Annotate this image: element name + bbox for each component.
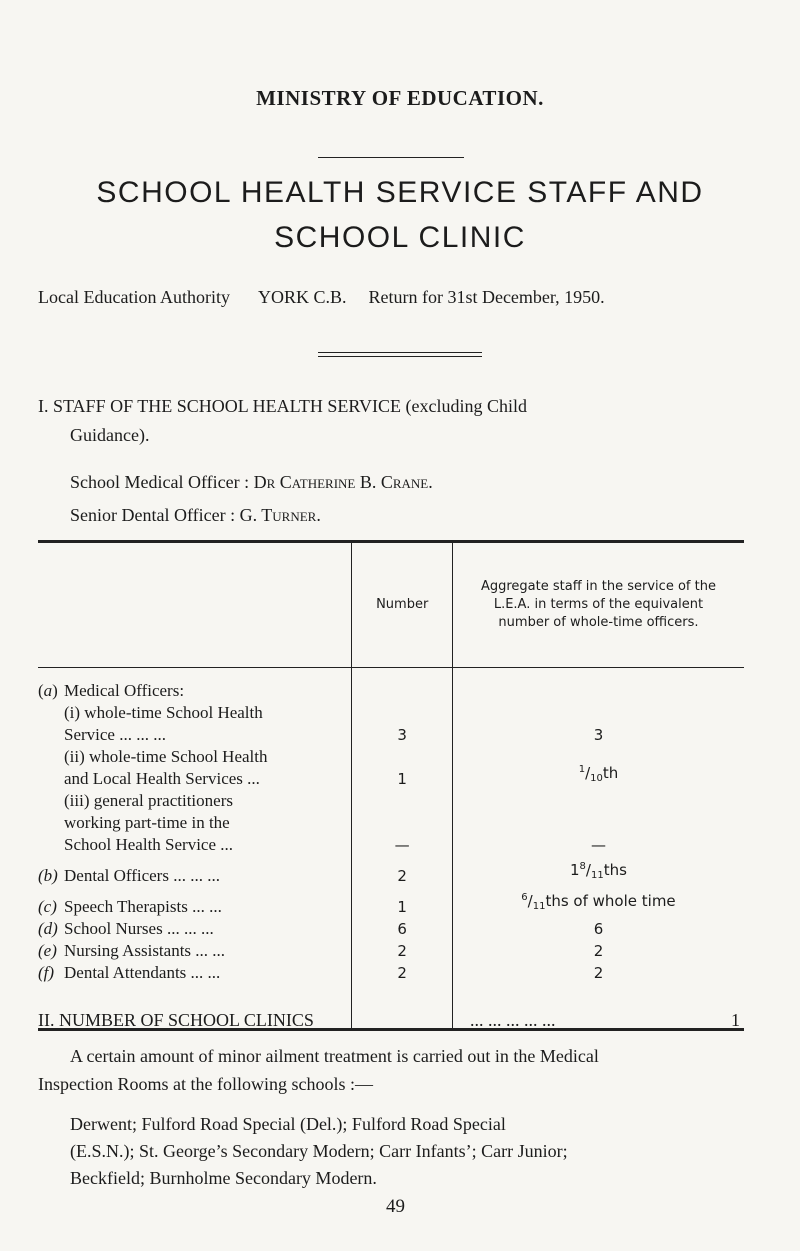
row-number: 2 (352, 940, 453, 962)
page-title-line1: SCHOOL HEALTH SERVICE STAFF AND (96, 176, 704, 209)
page-number: 49 (386, 1196, 405, 1217)
row-aggregate: 2 (452, 962, 744, 1030)
table-row (38, 668, 744, 703)
row-label: School Nurses ... ... ... (64, 919, 214, 938)
double-rule-bottom (318, 356, 482, 357)
row-aggregate: 6 (452, 918, 744, 940)
double-rule-top (318, 352, 482, 353)
para1-line2: Inspection Rooms at the following schools :— (38, 1074, 373, 1094)
row-number: 1 (352, 887, 453, 918)
sub3-aggregate: — (452, 790, 744, 856)
para2-line1: Derwent; Fulford Road Special (Del.); Fulford Road Special (70, 1114, 506, 1134)
table-row: (b) Dental Officers ... ... ... 2 $1^8/_{11}ths$ (38, 856, 744, 887)
header-blank (38, 542, 352, 668)
row-number: 6 (352, 918, 453, 940)
section1-heading-cont: Guidance). (70, 425, 150, 445)
row-aggregate: $1^8/_{11}ths$ (452, 856, 744, 887)
authority-line (38, 287, 778, 308)
sub2-number: 1 (352, 746, 453, 790)
table-row: (c) Speech Therapists ... ... 1 $^6/_{11}ths$ of whole time (38, 887, 744, 918)
page-title-line2: SCHOOL CLINIC (274, 221, 526, 254)
para2-line3: Beckfield; Burnholme Secondary Modern. (70, 1168, 377, 1188)
row-aggregate: $^6/_{11}ths$ of whole time (452, 887, 744, 918)
dental-officer-name: G. Turner. (239, 505, 321, 525)
ministry-heading: MINISTRY OF EDUCATION. (256, 86, 544, 110)
dental-officer-label: Senior Dental Officer : (70, 505, 236, 525)
staff-table (38, 540, 744, 1031)
sub1-line1: (i) whole-time School Health (64, 703, 263, 722)
sub2-line1: (ii) whole-time School Health (64, 747, 268, 766)
row-label: Dental Officers ... ... ... (64, 866, 220, 885)
sub1-number: 3 (352, 702, 453, 746)
header-aggregate: Aggregate staff in the service of the L.E.A. in terms of the equivalent number of whole-time officers. (452, 542, 744, 668)
section1-heading: I. STAFF OF THE SCHOOL HEALTH SERVICE (excluding Child (38, 396, 527, 416)
table-row: (e) Nursing Assistants ... ... 2 2 (38, 940, 744, 962)
medical-officer-label: School Medical Officer : (70, 472, 250, 492)
row-label: Dental Attendants ... ... (64, 963, 221, 982)
sub3-line3: School Health Service ... (64, 835, 234, 854)
row-label: Nursing Assistants ... ... (64, 941, 226, 960)
sub1-line2: Service ... ... ... (64, 725, 166, 744)
para1-line1: A certain amount of minor ailment treatment is carried out in the Medical (70, 1046, 599, 1066)
section2-leader: ... ... ... ... ... (470, 1010, 556, 1030)
sub2-line2: and Local Health Services ... (64, 769, 260, 788)
medical-officer-name: Dr Catherine B. Crane. (253, 472, 433, 492)
row-label: Speech Therapists ... ... (64, 897, 222, 916)
dental-officer-line (70, 505, 321, 526)
sub3-number: — (352, 790, 453, 856)
table-row (38, 746, 744, 790)
medical-officer-line (70, 472, 433, 493)
table-row: (f) Dental Attendants ... ... 2 2 (38, 962, 744, 1030)
sub1-aggregate: 3 (452, 702, 744, 746)
return-date: Return for 31st December, 1950. (368, 287, 605, 307)
table-row (38, 790, 744, 856)
sub3-line1: (iii) general practitioners (64, 791, 233, 810)
medical-officers-label: (a) Medical Officers: (38, 681, 185, 700)
table-header-row (38, 542, 744, 668)
row-number: 2 (352, 856, 453, 887)
title-rule (318, 157, 464, 158)
clinic-count: 1 (731, 1010, 740, 1030)
authority-label: Local Education Authority (38, 287, 230, 307)
row-number: 2 (352, 962, 453, 1030)
authority-name: YORK C.B. (257, 287, 347, 307)
table-row (38, 702, 744, 746)
row-aggregate: 2 (452, 940, 744, 962)
section2-heading: II. NUMBER OF SCHOOL CLINICS (38, 1010, 314, 1030)
sub2-aggregate: $^1/_{10}th$ (452, 746, 744, 790)
para2-line2: (E.S.N.); St. George’s Secondary Modern; Carr Infants’; Carr Junior; (70, 1141, 568, 1161)
table-row: (d) School Nurses ... ... ... 6 6 (38, 918, 744, 940)
sub3-line2: working part-time in the (64, 813, 230, 832)
header-number: Number (352, 542, 453, 668)
